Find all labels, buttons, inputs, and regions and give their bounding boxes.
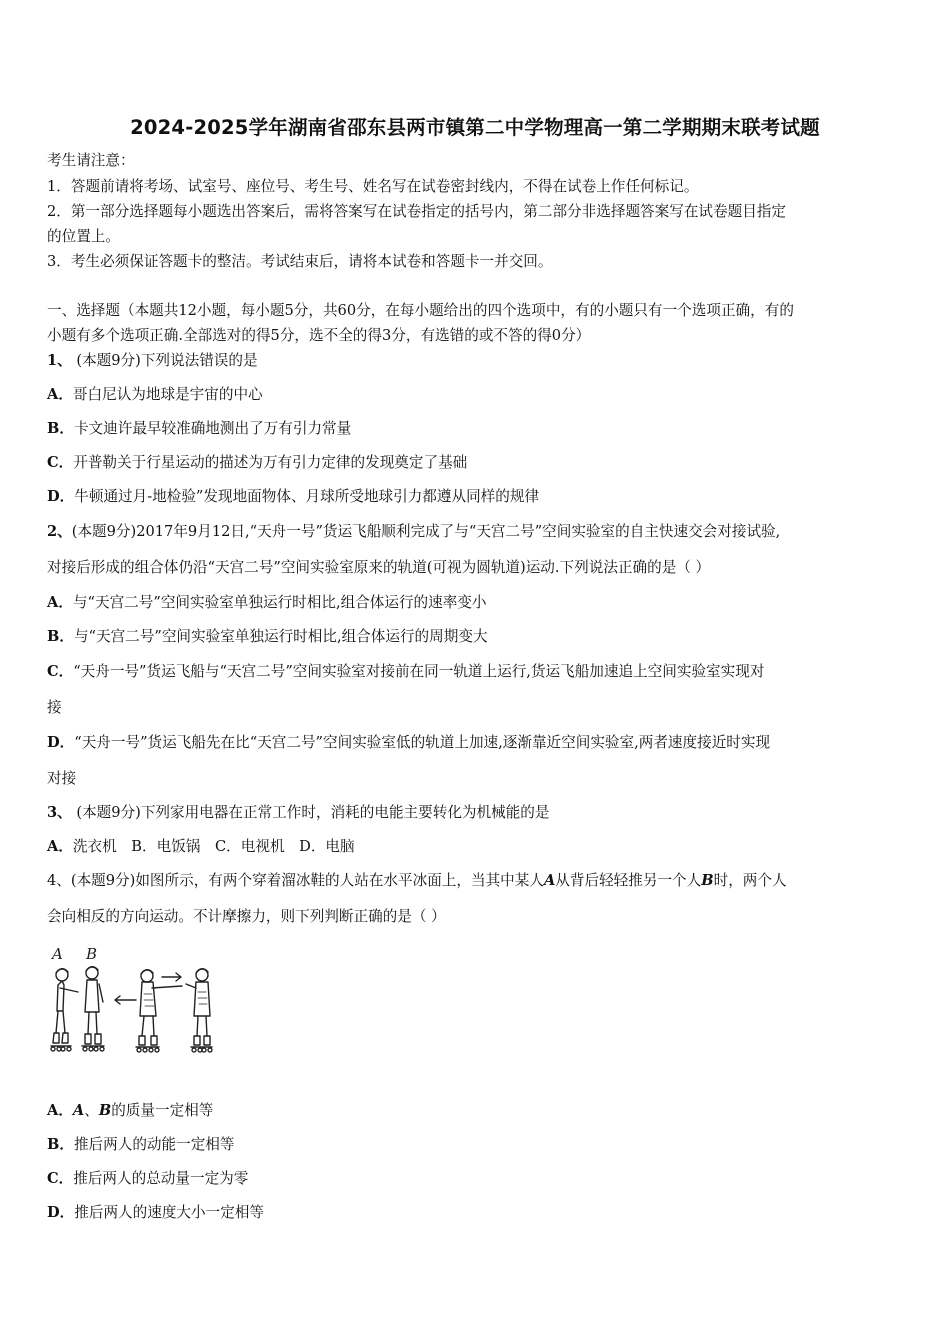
q3-options: A．洗衣机 B．电饭锅 C．电视机 D．电脑 <box>47 838 355 855</box>
figure-label-a: A <box>52 945 63 963</box>
q2-option-c: C．“天舟一号”货运飞船与“天宫二号”空间实验室对接前在同一轨道上运行,货运飞船加速追上空间实验室实现对 <box>47 663 765 680</box>
section-instructions-2: 小题有多个选项正确.全部选对的得5分，选不全的得3分，有选错的或不答的得0分） <box>47 327 591 344</box>
q4-stem-part-2: 从背后轻轻推另一个人 <box>555 872 702 889</box>
q1-option-c: C．开普勒关于行星运动的描述为万有引力定律的发现奠定了基础 <box>47 454 468 471</box>
skater-b-before <box>82 967 104 1051</box>
q1-stem: 1、 (本题9分)下列说法错误的是 <box>47 352 258 369</box>
q4-option-a-sep: 、 <box>84 1102 99 1119</box>
skater-a-after <box>136 970 182 1052</box>
q2-stem-1: 2、(本题9分)2017年9月12日,“天舟一号”货运飞船顺利完成了与“天宫二号”空间实验室的自主快速交会对接试验, <box>47 523 781 540</box>
item-label: D． <box>47 488 75 505</box>
q1-option-a: A．哥白尼认为地球是宇宙的中心 <box>47 386 263 403</box>
q4-option-a-var-a: A <box>72 1102 85 1119</box>
skater-b-after <box>186 969 212 1052</box>
skater-a-before <box>51 969 78 1051</box>
q2-stem-2: 对接后形成的组合体仍沿“天宫二号”空间实验室原来的轨道(可视为圆轨道)运动.下列说法正确的是（ ） <box>47 559 711 576</box>
notice-item-2: 2．第一部分选择题每小题选出答案后，需将答案写在试卷指定的括号内，第二部分非选择题答案写在试卷题目指定 <box>47 203 786 220</box>
item-label: C． <box>47 1170 74 1187</box>
q4-stem-2: 会向相反的方向运动。不计摩擦力，则下列判断正确的是（ ） <box>47 908 446 925</box>
q4-option-a-rest: 的质量一定相等 <box>111 1102 214 1119</box>
notice-heading: 考生请注意： <box>47 152 135 169</box>
q2-option-b: B．与“天宫二号”空间实验室单独运行时相比,组合体运行的周期变大 <box>47 628 488 645</box>
item-label: 1、 <box>47 352 72 369</box>
item-label: B． <box>47 1136 74 1153</box>
item-label: C． <box>47 454 74 471</box>
q3-stem: 3、 (本题9分)下列家用电器在正常工作时，消耗的电能主要转化为机械能的是 <box>47 804 550 821</box>
q1-option-b: B．卡文迪许最早较准确地测出了万有引力常量 <box>47 420 352 437</box>
q4-stem-part-1: 4、(本题9分)如图所示，有两个穿着溜冰鞋的人站在水平冰面上，当其中某人 <box>47 872 544 889</box>
notice-item-1: 1．答题前请将考场、试室号、座位号、考生号、姓名写在试卷密封线内，不得在试卷上作任何标记。 <box>47 178 699 195</box>
q4-var-a: A <box>543 872 556 889</box>
item-label: 2、 <box>47 523 72 540</box>
q4-stem-1 <box>47 871 787 891</box>
q4-option-a <box>47 1101 213 1121</box>
notice-item-2-cont: 的位置上。 <box>47 228 120 245</box>
item-label: A． <box>47 594 73 611</box>
item-label: A． <box>47 386 73 403</box>
q4-option-b: B．推后两人的动能一定相等 <box>47 1136 235 1153</box>
q4-option-d: D．推后两人的速度大小一定相等 <box>47 1204 264 1221</box>
exam-title: 2024-2025学年湖南省邵东县两市镇第二中学物理高一第二学期期末联考试题 <box>130 116 820 139</box>
item-label: C． <box>47 663 74 680</box>
section-instructions-1: 一、选择题（本题共12小题，每小题5分，共60分，在每小题给出的四个选项中，有的小题只有一个选项正确，有的 <box>47 302 794 319</box>
item-label: B． <box>47 628 74 645</box>
item-label: D． <box>47 734 75 751</box>
q4-stem-part-3: 时，两个人 <box>713 872 787 889</box>
q4-option-a-var-b: B <box>98 1102 112 1119</box>
figure-label-b: B <box>86 945 98 963</box>
notice-item-3: 3．考生必须保证答题卡的整洁。考试结束后，请将本试卷和答题卡一并交回。 <box>47 253 553 270</box>
q2-option-d: D．“天舟一号”货运飞船先在比“天宫二号”空间实验室低的轨道上加速,逐渐靠近空间实验室,两者速度接近时实现 <box>47 734 771 751</box>
q1-option-d: D．牛顿通过月-地检验”发现地面物体、月球所受地球引力都遵从同样的规律 <box>47 488 540 505</box>
item-label: A． <box>47 838 73 855</box>
item-label: 3、 <box>47 804 72 821</box>
q4-option-c: C．推后两人的总动量一定为零 <box>47 1170 249 1187</box>
item-label: B． <box>47 420 74 437</box>
q4-option-a-prefix: A． <box>47 1102 73 1119</box>
q2-option-c-cont: 接 <box>47 699 62 716</box>
skaters-figure <box>44 942 220 1064</box>
q2-option-d-cont: 对接 <box>47 770 77 787</box>
item-label: D． <box>47 1204 75 1221</box>
q4-var-b: B <box>701 872 714 889</box>
q2-option-a: A．与“天宫二号”空间实验室单独运行时相比,组合体运行的速率变小 <box>47 594 487 611</box>
